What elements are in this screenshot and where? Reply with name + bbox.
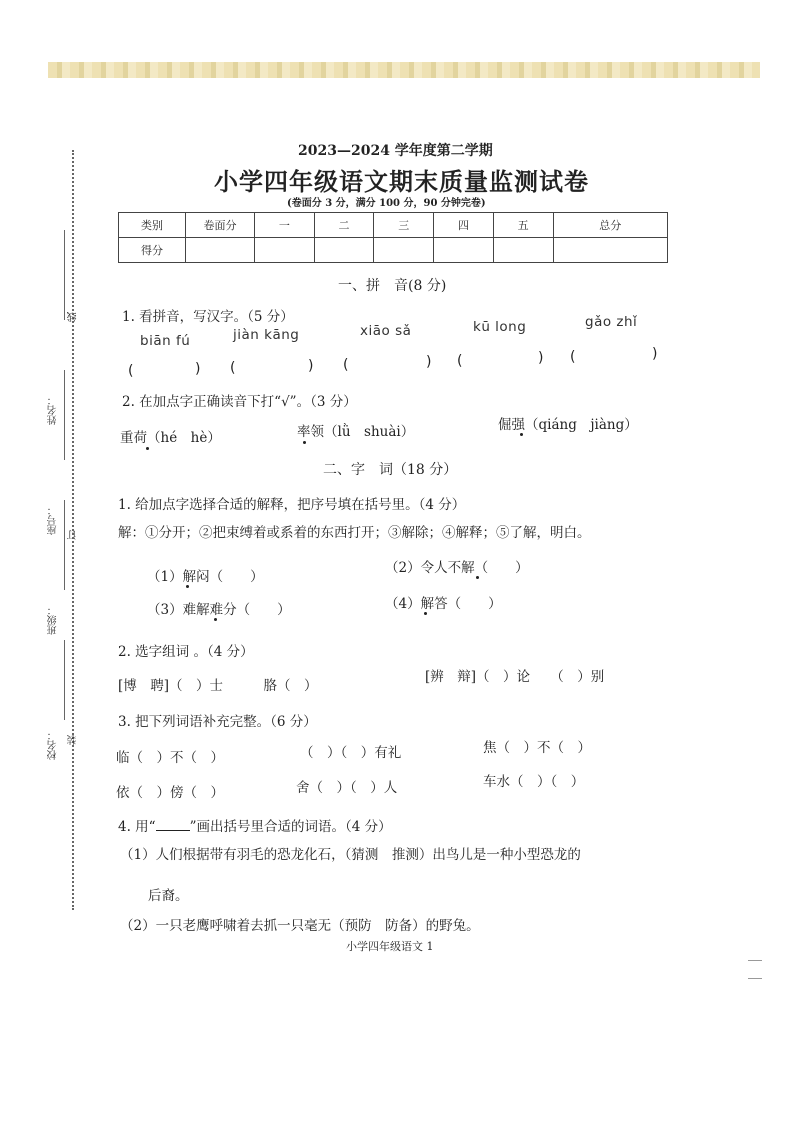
binding-name-label: 姓名： (48, 395, 59, 425)
score-row-label: 得分 (119, 238, 186, 263)
section2-question2: 2. 选字组词 。（4 分） (118, 644, 254, 660)
idiom-fill-1: 临（ ）不（ ） (116, 750, 224, 766)
section2-question3: 3. 把下列词语补充完整。（6 分） (118, 714, 317, 730)
answer-bracket-open: ( (457, 353, 463, 369)
score-header-cell: 类别 (119, 213, 186, 238)
answer-bracket-close: ) (538, 350, 544, 366)
sentence-2: （2）一只老鹰呼啸着去抓一只毫无（预防 防备）的野兔。 (120, 918, 480, 934)
exam-title: 小学四年级语文期末质量监测试卷 (214, 167, 589, 196)
idiom-fill-2: （ ）（ ）有礼 (300, 745, 402, 761)
pinyin-1: biān fú (140, 333, 191, 349)
section2-heading: 二、字 词（18 分） (323, 462, 458, 478)
binding-blank-line (64, 370, 65, 460)
score-header-cell: 五 (493, 213, 553, 238)
score-header-cell: 卷面分 (186, 213, 255, 238)
binding-school-label: 校名： (48, 730, 59, 760)
emphasis-dot (476, 576, 479, 579)
answer-bracket-open: ( (570, 349, 576, 365)
score-table-header-row (119, 213, 668, 238)
explain-item-2: （2）令人不解（ ） (385, 560, 529, 576)
score-cell[interactable] (314, 238, 374, 263)
score-header-cell: 二 (314, 213, 374, 238)
underline-sample (156, 818, 190, 831)
question4-suffix: ”画出括号里合适的词语。（4 分） (189, 819, 392, 835)
score-header-cell: 三 (374, 213, 434, 238)
score-cell[interactable] (186, 238, 255, 263)
idiom-fill-4: 依（ ）傍（ ） (116, 785, 224, 801)
binding-xian: 线 (68, 312, 79, 322)
score-cell[interactable] (434, 238, 494, 263)
answer-bracket-open: ( (230, 360, 236, 376)
pinyin-3: xiāo sǎ (360, 323, 412, 339)
reading-item-2: 率领（lǜ shuài） (297, 424, 415, 440)
emphasis-dot (214, 618, 217, 621)
reading-item-3: 倔强（qiáng jiàng） (498, 417, 638, 433)
answer-bracket-close: ) (195, 361, 201, 377)
section1-question2: 2. 在加点字正确读音下打“√”。（3 分） (122, 394, 357, 410)
word-group-1: [博 聘]（ ）士 胳（ ） (118, 678, 318, 694)
binding-blank-line (64, 640, 65, 720)
question4-prefix: 4. 用“ (118, 819, 156, 835)
score-cell[interactable] (374, 238, 434, 263)
explain-item-1: （1）解闷（ ） (147, 569, 264, 585)
reading-item-1: 重荷（hé hè） (120, 430, 221, 446)
answer-bracket-open: ( (128, 363, 134, 379)
binding-ding: 订 (68, 530, 79, 540)
score-cell[interactable] (493, 238, 553, 263)
answer-bracket-close: ) (426, 354, 432, 370)
score-table (118, 212, 668, 263)
explanation-list: 解：①分开；②把束缚着或系着的东西打开；③解除；④解释；⑤了解，明白。 (118, 525, 591, 541)
pinyin-4: kū long (473, 319, 527, 335)
score-cell[interactable] (255, 238, 315, 263)
word-group-2: [辨 辩]（ ）论 （ ）别 (425, 669, 605, 685)
emphasis-dot (146, 447, 149, 450)
emphasis-dot (520, 433, 523, 436)
emphasis-dot (186, 585, 189, 588)
score-header-cell: 四 (434, 213, 494, 238)
scan-mark (748, 978, 762, 979)
section2-question1: 1. 给加点字选择合适的解释，把序号填在括号里。（4 分） (118, 497, 466, 513)
scan-mark (748, 960, 762, 961)
answer-bracket-close: ) (308, 358, 314, 374)
binding-blank-line (64, 500, 65, 590)
answer-bracket-close: ) (652, 346, 658, 362)
binding-class-label: 班级： (48, 605, 59, 635)
explain-item-3: （3）难解难分（ ） (147, 602, 291, 618)
page-footer: 小学四年级语文 1 (346, 940, 434, 953)
section1-heading: 一、拼 音(8 分) (338, 278, 447, 294)
sentence-1-continued: 后裔。 (148, 888, 189, 904)
score-header-cell: 总分 (553, 213, 667, 238)
binding-zhuang: 装 (68, 735, 79, 745)
explain-item-4: （4）解答（ ） (385, 596, 502, 612)
scan-edge-band (48, 62, 760, 78)
binding-blank-line (64, 230, 65, 320)
idiom-fill-3: 焦（ ）不（ ） (483, 740, 591, 756)
pinyin-5: gǎo zhǐ (585, 314, 638, 330)
exam-note: (卷面分 3 分，满分 100 分，90 分钟完卷) (287, 198, 486, 209)
section1-question1: 1. 看拼音，写汉字。（5 分） (122, 309, 294, 325)
answer-bracket-open: ( (343, 357, 349, 373)
score-header-cell: 一 (255, 213, 315, 238)
pinyin-2: jiàn kāng (233, 327, 300, 343)
binding-seat-label: 座号： (48, 505, 59, 535)
idiom-fill-6: 车水（ ）（ ） (483, 774, 585, 790)
idiom-fill-5: 舍（ ）（ ）人 (296, 780, 398, 796)
score-table-row (119, 238, 668, 263)
emphasis-dot (424, 612, 427, 615)
emphasis-dot (303, 441, 306, 444)
score-cell[interactable] (553, 238, 667, 263)
sentence-1: （1）人们根据带有羽毛的恐龙化石，（猜测 推测）出鸟儿是一种小型恐龙的 (120, 847, 581, 863)
section2-question4 (118, 815, 392, 835)
exam-term: 2023—2024 学年度第二学期 (298, 143, 493, 159)
